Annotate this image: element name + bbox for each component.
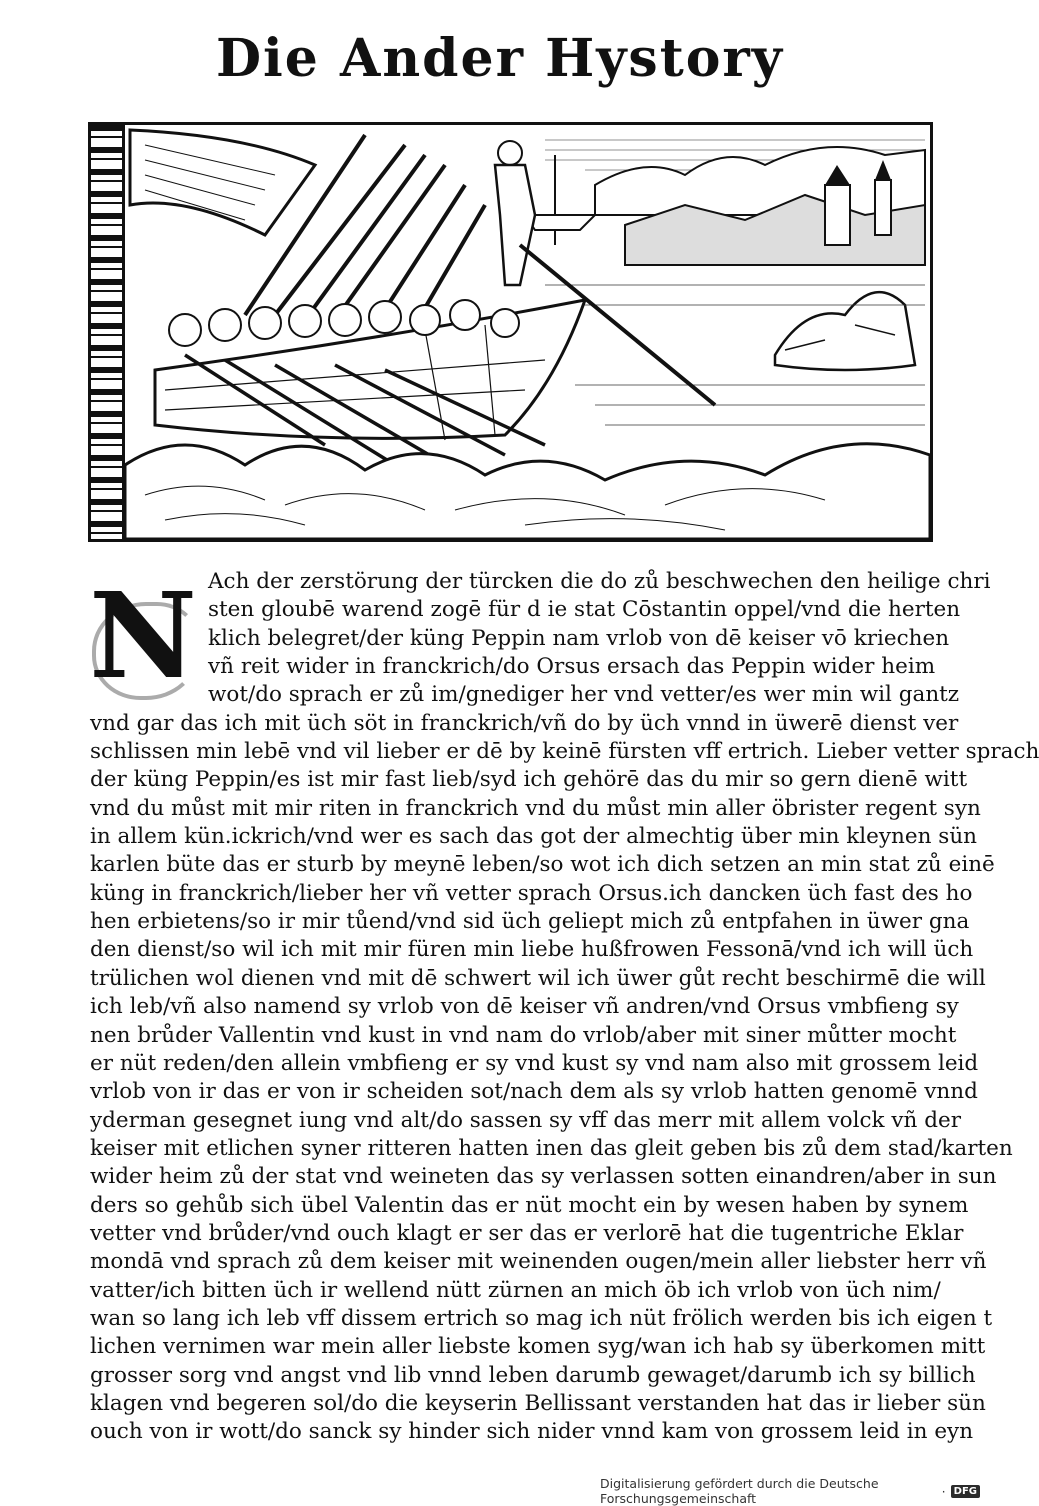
text-line: lichen vernimen war mein aller liebste komen syg/wan ich hab sy überkomen mitt xyxy=(90,1334,986,1360)
text-line: vnd gar das ich mit üch söt in franckrich/vñ do by üch vnnd in üwerē dienst ver xyxy=(90,710,959,736)
footer-credit-text: Digitalisierung gefördert durch die Deutsche Forschungsgemeinschaft xyxy=(600,1476,879,1506)
text-line: vatter/ich bitten üch ir wellend nütt zürnen an mich öb ich vrlob von üch nim/ xyxy=(90,1277,941,1303)
woodcut-ship-scene-icon xyxy=(125,125,930,539)
text-line: mondā vnd sprach zů dem keiser mit weinenden ougen/mein aller liebster herr vñ xyxy=(90,1249,987,1275)
text-line: trülichen wol dienen vnd mit dē schwert wil ich üwer gůt recht beschirmē die will xyxy=(90,965,986,991)
text-line: vrlob von ir das er von ir scheiden sot/nach dem als sy vrlob hatten genomē vnnd xyxy=(90,1079,978,1105)
text-line: in allem kün.ickrich/vnd wer es sach das got der almechtig über min kleynen sün xyxy=(90,824,978,850)
text-line: vñ reit wider in franckrich/do Orsus ersach das Peppin wider heim xyxy=(208,654,936,680)
text-line: karlen büte das er sturb by meynē leben/so wot ich dich setzen an min stat zů einē xyxy=(90,852,995,878)
text-line: grosser sorg vnd angst vnd lib vnnd leben darumb gewaget/darumb ich sy billich xyxy=(90,1362,976,1388)
text-line: wan so lang ich leb vff dissem ertrich so mag ich nüt frölich werden bis ich eigen t xyxy=(90,1305,993,1331)
text-line: vnd du můst mit mir riten in franckrich vnd du můst min aller öbrister regent syn xyxy=(90,795,981,821)
ornamental-border xyxy=(91,125,125,539)
text-line: klich belegret/der küng Peppin nam vrlob von dē keiser vō kriechen xyxy=(208,625,950,651)
text-line: sten gloubē warend zogē für d ie stat Cōstantin oppel/vnd die herten xyxy=(208,597,961,623)
text-line: vetter vnd brůder/vnd ouch klagt er ser das er verlorē hat die tugentriche Eklar xyxy=(90,1220,964,1246)
woodcut-illustration xyxy=(88,122,933,542)
text-line: wot/do sprach er zů im/gnediger her vnd vetter/es wer min wil gantz xyxy=(208,682,960,708)
text-line: nen brůder Vallentin vnd kust in vnd nam do vrlob/aber mit siner můtter mocht xyxy=(90,1022,957,1048)
text-line: klagen vnd begeren sol/do die keyserin Bellissant verstanden hat das ir lieber sün xyxy=(90,1390,986,1416)
text-line: ouch von ir wott/do sanck sy hinder sich nider vnnd kam von grossem leid in eyn xyxy=(90,1419,974,1445)
page-title: Die Ander Hystory xyxy=(215,28,785,89)
text-line: er nüt reden/den allein vmbfieng er sy vnd kust sy vnd nam also mit grossem leid xyxy=(90,1050,979,1076)
text-line: keiser mit etlichen syner ritteren hatten inen das gleit geben bis zů dem stad/karten xyxy=(90,1135,1013,1161)
initial-letter: N xyxy=(89,566,197,705)
text-line: den dienst/so wil ich mit mir füren min liebe hußfrowen Fessonā/vnd ich will üch xyxy=(90,937,974,963)
dfg-logo: DFG xyxy=(951,1485,980,1498)
text-line: ich leb/vñ also namend sy vrlob von dē keiser vñ andren/vnd Orsus vmbfieng sy xyxy=(90,994,959,1020)
text-line: küng in franckrich/lieber her vñ vetter sprach Orsus.ich dancken üch fast des ho xyxy=(90,880,973,906)
body-text xyxy=(90,568,1039,1447)
text-line: yderman gesegnet iung vnd alt/do sassen sy vff das merr mit allem volck vñ der xyxy=(90,1107,961,1133)
text-line: ders so gehůb sich übel Valentin das er nüt mocht ein by wesen haben by synem xyxy=(90,1192,969,1218)
text-line: schlissen min lebē vnd vil lieber er dē by keinē fürsten vff ertrich. Lieber vetter sprach xyxy=(90,739,1039,765)
text-line: hen erbietens/so ir mir tůend/vnd sid üch geliept mich zů entpfahen in üwer gna xyxy=(90,909,970,935)
text-line: wider heim zů der stat vnd weineten das sy verlassen sotten einandren/aber in sun xyxy=(90,1164,997,1190)
text-line: Ach der zerstörung der türcken die do zů beschwechen den heilige chri xyxy=(208,569,991,594)
footer-credit: Digitalisierung gefördert durch die Deutsche Forschungsgemeinschaft · DFG xyxy=(600,1482,980,1500)
text-line: der küng Peppin/es ist mir fast lieb/syd ich gehörē das du mir so gern dienē witt xyxy=(90,767,968,793)
